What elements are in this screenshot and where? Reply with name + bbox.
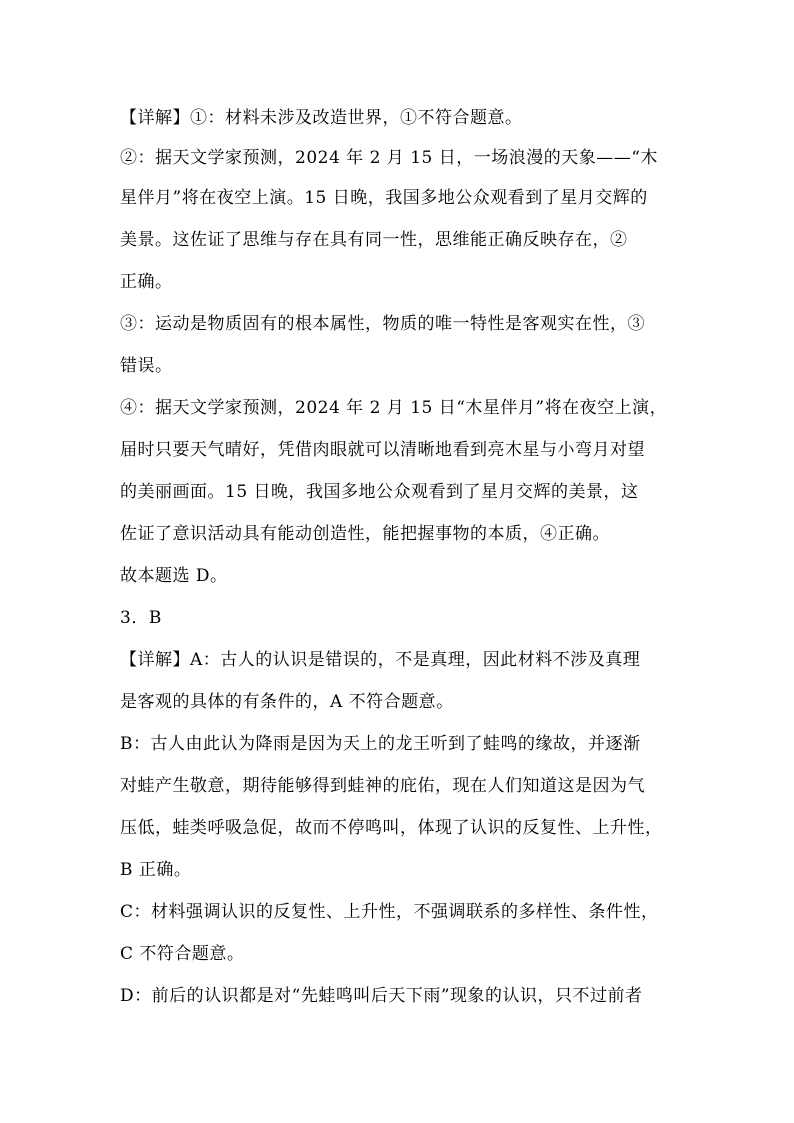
text-line: 【详解】A：古人的认识是错误的，不是真理，因此材料不涉及真理 <box>120 650 641 670</box>
text-line: D：前后的认识都是对“先蛙鸣叫后天下雨”现象的认识，只不过前者 <box>120 986 643 1006</box>
text-line: ②：据天文学家预测，2024 年 2 月 15 日，一场浪漫的天象——“木 <box>120 148 658 168</box>
text-line: 是客观的具体的有条件的，A 不符合题意。 <box>120 692 454 712</box>
text-line: ④：据天文学家预测，2024 年 2 月 15 日“木星伴月”将在夜空上演， <box>120 398 668 418</box>
text-line: 佐证了意识活动具有能动创造性，能把握事物的本质，④正确。 <box>120 524 610 544</box>
text-line: 美景。这佐证了思维与存在具有同一性，思维能正确反映存在，② <box>120 230 628 250</box>
text-line: 正确。 <box>120 272 173 292</box>
text-line: 对蛙产生敬意，期待能够得到蛙神的庇佑，现在人们知道这是因为气 <box>120 776 645 796</box>
question-number: 3．B <box>120 608 162 628</box>
text-line: 【详解】①：材料未涉及改造世界，①不符合题意。 <box>120 108 523 128</box>
text-line: B：古人由此认为降雨是因为天上的龙王听到了蛙鸣的缘故，并逐渐 <box>120 734 641 754</box>
text-line: 届时只要天气晴好，凭借肉眼就可以清晰地看到亮木星与小弯月对望 <box>120 440 645 460</box>
text-line: C 不符合题意。 <box>120 944 245 964</box>
text-line: 星伴月”将在夜空上演。15 日晚，我国多地公众观看到了星月交辉的 <box>120 188 648 208</box>
text-line: ③：运动是物质固有的根本属性，物质的唯一特性是客观实在性，③ <box>120 314 645 334</box>
text-line: 的美丽画面。15 日晚，我国多地公众观看到了星月交辉的美景，这 <box>120 482 639 502</box>
text-line: C：材料强调认识的反复性、上升性，不强调联系的多样性、条件性， <box>120 902 659 922</box>
text-line: 错误。 <box>120 356 173 376</box>
text-line: 故本题选 D。 <box>120 566 228 586</box>
text-line: B 正确。 <box>120 860 192 880</box>
text-line: 压低，蛙类呼吸急促，故而不停鸣叫，体现了认识的反复性、上升性， <box>120 818 663 838</box>
